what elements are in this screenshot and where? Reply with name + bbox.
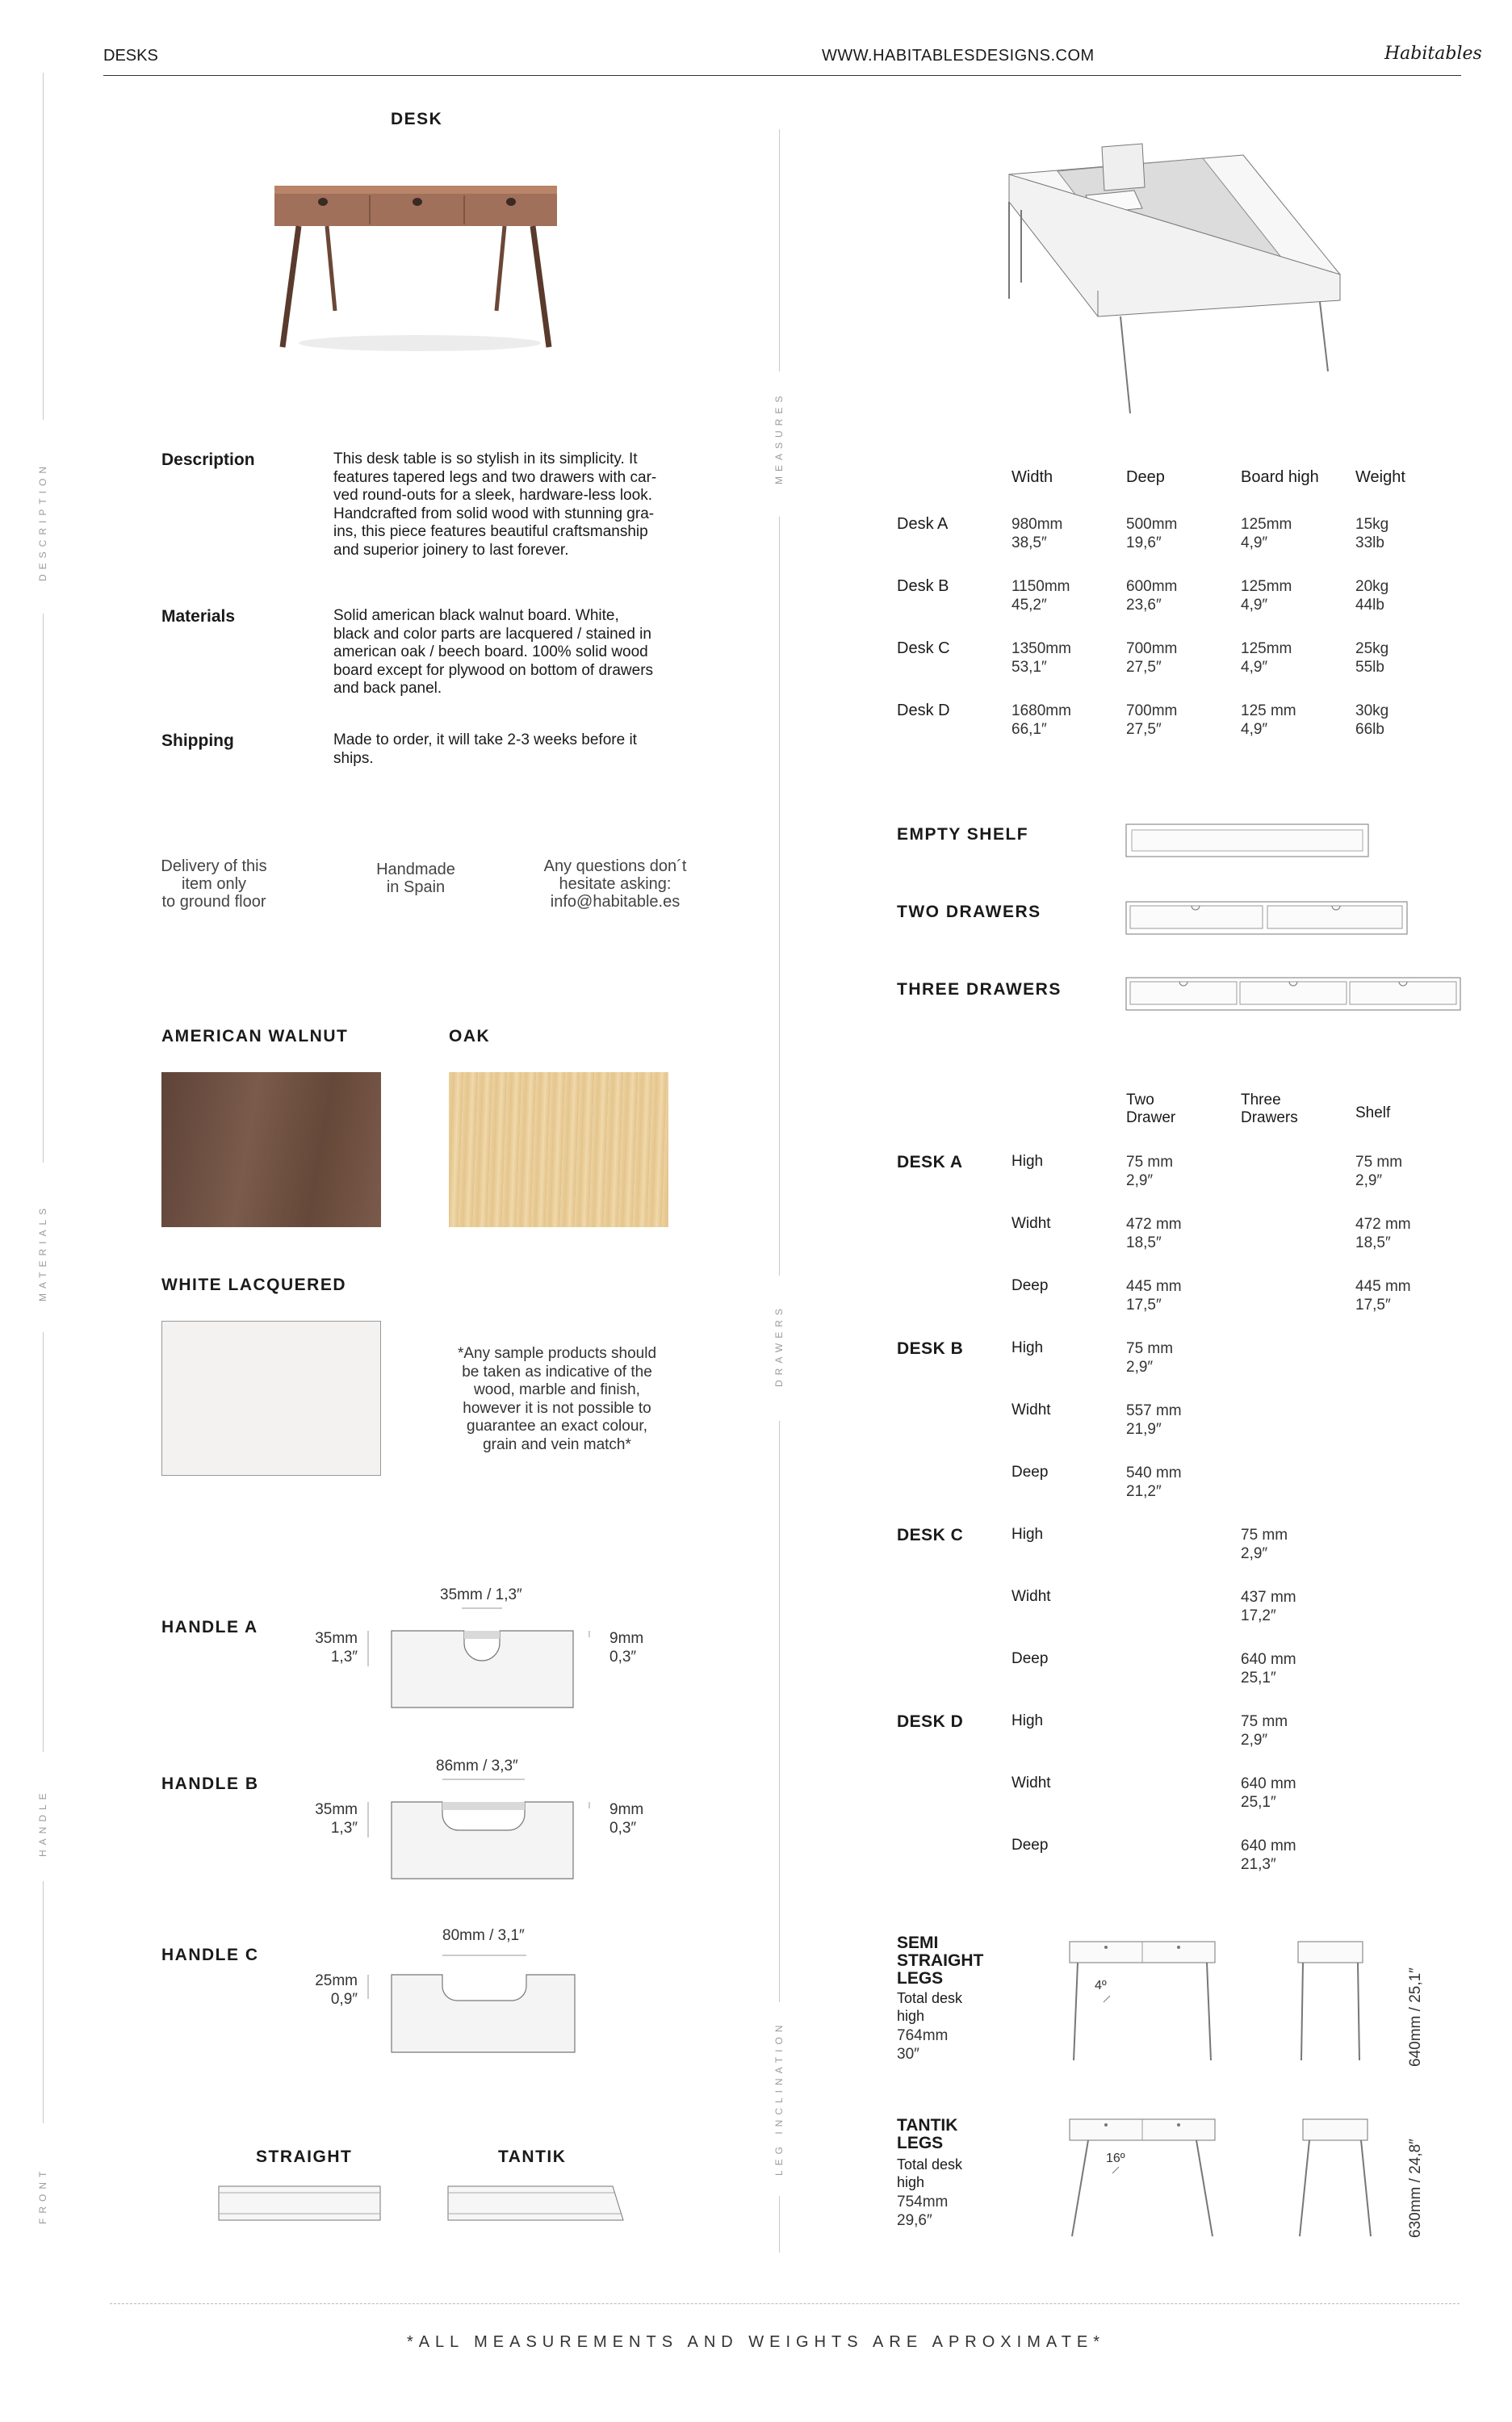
swatch-label-walnut: AMERICAN WALNUT [161,1027,349,1045]
drawers-header-1: Three Drawers [1241,1092,1298,1126]
measures-cell: 600mm 23,6″ [1126,578,1178,614]
measures-cell: 1350mm 53,1″ [1011,640,1071,676]
desk-photo [266,178,565,363]
side-label-materials: MATERIALS [37,1203,48,1301]
drawers-cell-shelf: 75 mm 2,9″ [1355,1154,1403,1189]
info-text-materials: Solid american black walnut board. White, black and color parts are lacquered / stained in american oak / beech board. 100% solid wood board except for plywood on bottom of drawers and back panel. [333,607,654,697]
leg-semi-straight-angle: 4º [1095,1979,1107,1992]
handle-c-label: HANDLE C [161,1946,259,1964]
drawers-cell-three: 75 mm 2,9″ [1241,1527,1288,1562]
drawers-dimension: Widht [1011,1588,1051,1605]
handle-c-left-dim: 25mm 0,9″ [315,1972,358,2008]
brand-logo: Habitables [1384,44,1482,64]
drawers-dimension: Widht [1011,1215,1051,1232]
drawers-cell-three: 640 mm 25,1″ [1241,1775,1296,1811]
measures-row-name: Desk D [897,702,950,719]
swatch-oak[interactable] [449,1072,668,1227]
measures-cell: 700mm 27,5″ [1126,640,1178,676]
drawers-dimension: Deep [1011,1650,1049,1667]
drawers-cell-three: 640 mm 21,3″ [1241,1837,1296,1873]
side-label-front: FRONT [37,2166,48,2224]
side-rule [43,614,44,1163]
info-label-materials: Materials [161,607,236,626]
website-link[interactable]: WWW.HABITABLESDESIGNS.COM [822,47,1095,65]
front-tantik-drawing [447,2185,629,2225]
measures-cell: 25kg 55lb [1355,640,1389,676]
handle-c-drawing [355,1946,614,2051]
drawers-cell-two: 75 mm 2,9″ [1126,1154,1174,1189]
measures-cell: 1150mm 45,2″ [1011,578,1070,614]
two-drawers-drawing [1125,901,1409,937]
section-title: DESKS [103,47,158,65]
drawers-cell-three: 437 mm 17,2″ [1241,1589,1296,1624]
drawers-dimension: Widht [1011,1402,1051,1418]
drawers-cell-three: 75 mm 2,9″ [1241,1713,1288,1749]
info-label-shipping: Shipping [161,731,234,750]
handle-b-right-dim: 9mm 0,3″ [609,1801,644,1837]
measures-cell: 125 mm 4,9″ [1241,702,1296,738]
center-rule [779,129,780,371]
handle-b-left-dim: 35mm 1,3″ [315,1801,358,1837]
side-rule [43,1881,44,2123]
measures-header-2: Board high [1241,468,1319,486]
footer-note: *ALL MEASUREMENTS AND WEIGHTS ARE APROXIMATE* [406,2333,1106,2351]
side-rule [43,1332,44,1752]
drawer-type-two-drawers: TWO DRAWERS [897,903,1041,921]
empty-shelf-drawing [1125,823,1372,860]
drawer-type-empty-shelf: EMPTY SHELF [897,825,1029,844]
measures-cell: 20kg 44lb [1355,578,1389,614]
leg-tantik-sub: Total desk high [897,2156,963,2190]
handle-a-top-dim: 35mm / 1,3″ [440,1586,522,1603]
note-delivery: Delivery of this item only to ground floor [161,857,267,911]
drawers-dimension: Widht [1011,1775,1051,1791]
info-label-description: Description [161,450,255,469]
leg-semi-straight-front-view [1066,1938,1227,2067]
leg-tantik-angle: 16º [1106,2152,1125,2165]
leg-tantik-height: 630mm / 24,8″ [1407,2139,1424,2238]
center-rule [779,2196,780,2252]
drawers-desk-name: DESK B [897,1339,964,1358]
info-text-description: This desk table is so stylish in its simplicity. It features tapered legs and two drawers with car- ved round-outs for a sleek, hardware-less look. Handcrafted from solid wood with stunning gra- ins, this piece features beautiful craftsmanship and superior joinery to last forever. [333,450,657,559]
leg-tantik-value: 754mm 29,6″ [897,2194,949,2229]
drawers-cell-two: 540 mm 21,2″ [1126,1465,1182,1500]
three-drawers-drawing [1125,977,1463,1013]
measures-cell: 500mm 19,6″ [1126,516,1178,551]
leg-tantik-front-view [1066,2115,1227,2244]
drawers-cell-two: 472 mm 18,5″ [1126,1216,1182,1251]
measures-cell: 125mm 4,9″ [1241,578,1292,614]
footer-divider [110,2303,1460,2304]
drawers-desk-name: DESK D [897,1712,964,1731]
desk-title: DESK [391,110,443,128]
side-label-description: DESCRIPTION [37,461,48,581]
header-divider [103,75,1461,76]
measures-header-0: Width [1011,468,1053,486]
drawers-cell-two: 557 mm 21,9″ [1126,1402,1182,1438]
measures-cell: 1680mm 66,1″ [1011,702,1071,738]
measures-header-3: Weight [1355,468,1405,486]
measures-row-name: Desk C [897,639,950,657]
drawers-cell-shelf: 445 mm 17,5″ [1355,1278,1411,1314]
drawers-dimension: High [1011,1153,1044,1170]
drawers-dimension: High [1011,1526,1044,1543]
leg-semi-straight-side-view [1292,1938,1372,2067]
drawers-header-2: Shelf [1355,1104,1391,1121]
leg-semi-straight-sub: Total desk high [897,1990,963,2024]
drawers-dimension: Deep [1011,1464,1049,1481]
leg-semi-straight-title: SEMI STRAIGHT LEGS [897,1934,984,1988]
drawers-header-0: Two Drawer [1126,1092,1176,1126]
front-straight-drawing [218,2185,383,2225]
side-label-handle: HANDLE [37,1788,48,1857]
measures-row-name: Desk B [897,577,949,595]
swatch-label-oak: OAK [449,1027,491,1045]
handle-c-top-dim: 80mm / 3,1″ [442,1927,525,1944]
measures-cell: 15kg 33lb [1355,516,1389,551]
measures-cell: 30kg 66lb [1355,702,1389,738]
drawers-dimension: Deep [1011,1837,1049,1854]
measures-cell: 980mm 38,5″ [1011,516,1063,551]
front-tantik-label: TANTIK [498,2148,567,2166]
handle-a-right-dim: 9mm 0,3″ [609,1630,644,1666]
measures-cell: 700mm 27,5″ [1126,702,1178,738]
drawers-desk-name: DESK A [897,1153,963,1171]
note-handmade: Handmade in Spain [376,861,455,896]
measures-header-1: Deep [1126,468,1165,486]
swatch-white-lacquered[interactable] [161,1321,381,1476]
drawer-type-three-drawers: THREE DRAWERS [897,980,1062,999]
handle-b-top-dim: 86mm / 3,3″ [436,1758,518,1775]
drawers-cell-three: 640 mm 25,1″ [1241,1651,1296,1687]
desk-line-drawing [1001,129,1356,420]
drawers-cell-shelf: 472 mm 18,5″ [1355,1216,1411,1251]
drawers-dimension: High [1011,1712,1044,1729]
center-rule [779,1421,780,2002]
swatch-walnut[interactable] [161,1072,381,1227]
drawers-cell-two: 75 mm 2,9″ [1126,1340,1174,1376]
drawers-cell-two: 445 mm 17,5″ [1126,1278,1182,1314]
handle-a-label: HANDLE A [161,1618,258,1636]
handle-b-drawing [355,1778,614,1883]
note-contact[interactable]: Any questions don´t hesitate asking: info@habitable.es [543,857,687,911]
side-label-drawers: DRAWERS [773,1304,785,1387]
measures-cell: 125mm 4,9″ [1241,640,1292,676]
side-rule [43,73,44,420]
center-rule [779,517,780,1276]
swatch-label-white: WHITE LACQUERED [161,1276,346,1294]
leg-semi-straight-height: 640mm / 25,1″ [1407,1967,1424,2067]
drawers-desk-name: DESK C [897,1526,964,1544]
side-label-leg-inclination: LEG INCLINATION [773,2020,785,2176]
sample-disclaimer: *Any sample products should be taken as indicative of the wood, marble and finish, however it is not possible to guarantee an exact colour, grain and vein match* [457,1345,657,1453]
leg-semi-straight-value: 764mm 30″ [897,2027,949,2063]
leg-tantik-side-view [1292,2115,1372,2244]
handle-a-drawing [355,1607,614,1712]
measures-cell: 125mm 4,9″ [1241,516,1292,551]
drawers-dimension: High [1011,1339,1044,1356]
handle-a-left-dim: 35mm 1,3″ [315,1630,358,1666]
measures-row-name: Desk A [897,515,949,533]
info-text-shipping: Made to order, it will take 2-3 weeks before it ships. [333,731,637,767]
side-label-measures: MEASURES [773,391,785,484]
handle-b-label: HANDLE B [161,1775,259,1793]
front-straight-label: STRAIGHT [256,2148,353,2166]
drawers-dimension: Deep [1011,1277,1049,1294]
leg-tantik-title: TANTIK LEGS [897,2116,958,2152]
